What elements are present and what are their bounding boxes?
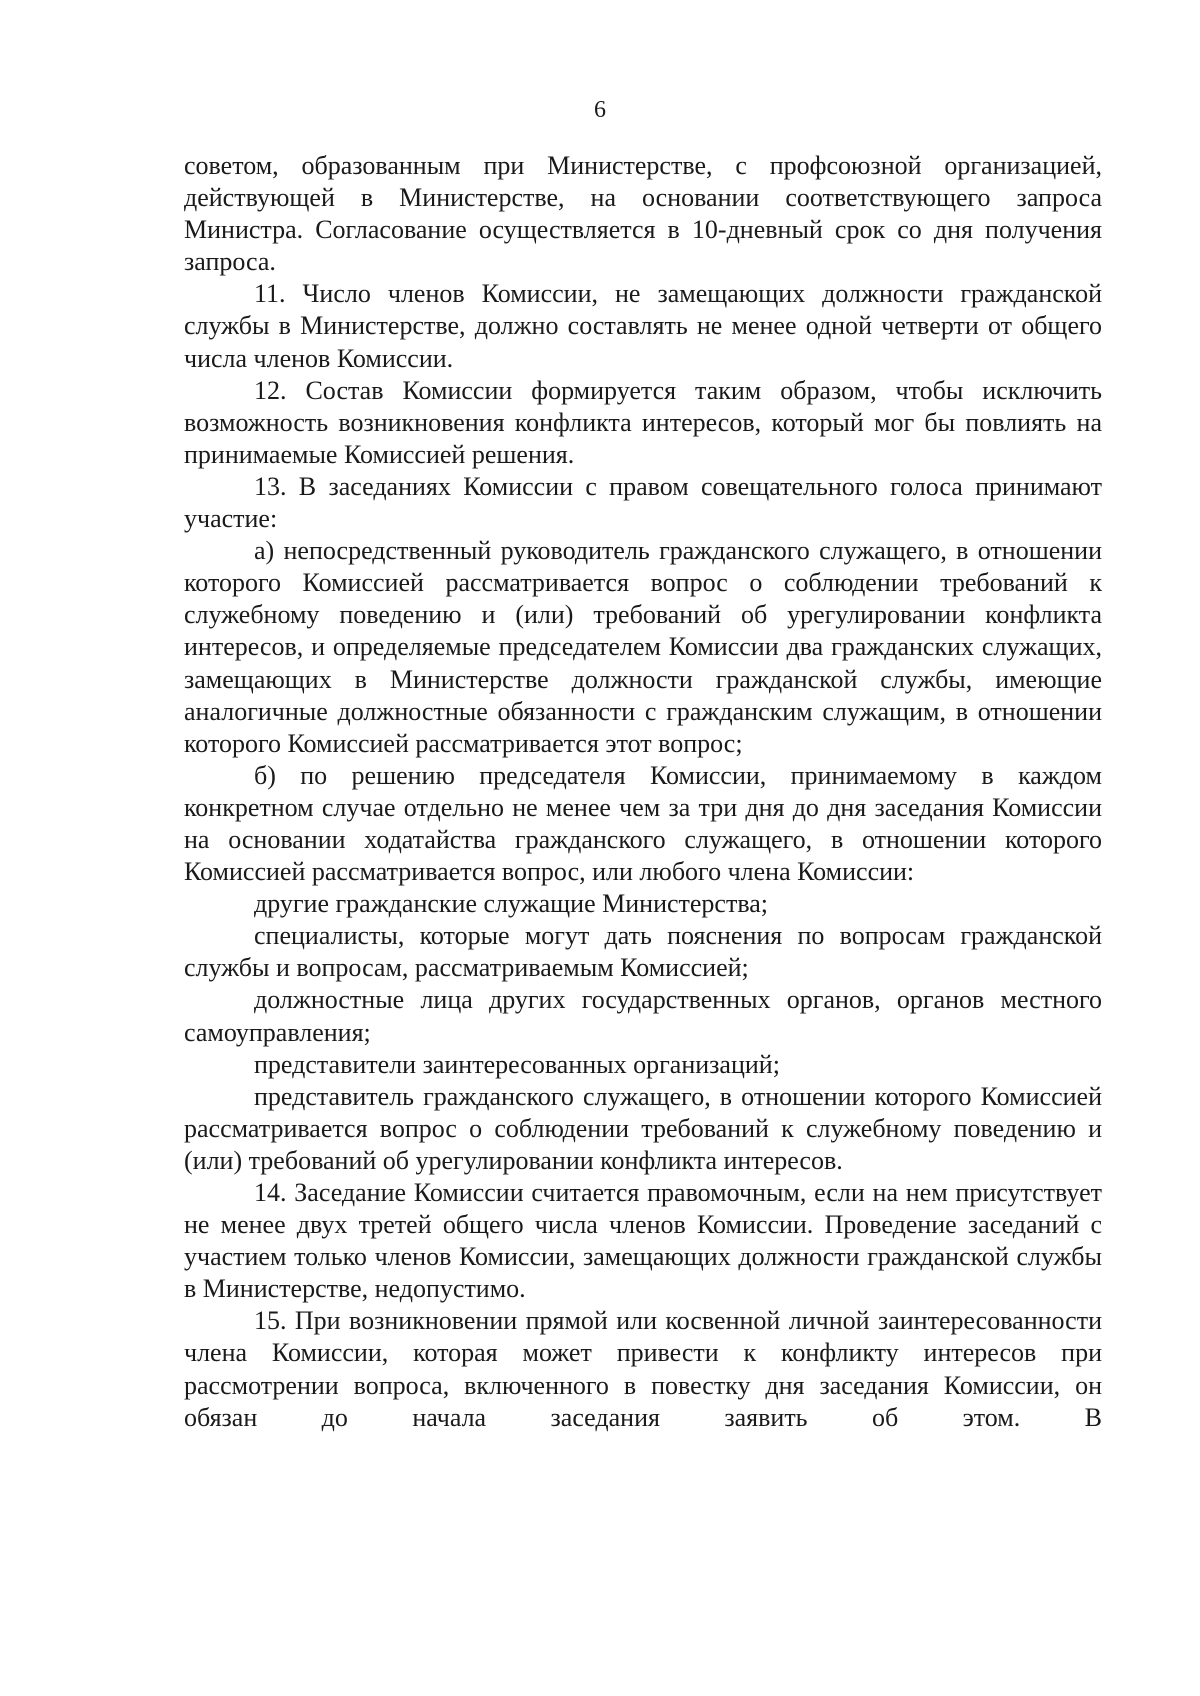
page-number: 6 [594, 97, 606, 123]
paragraph-subitem-a: а) непосредственный руководитель гражданского служащего, в отношении которого Комиссией рассматривается вопрос о соблюдении требований к служебному поведению и (или) требований об урегулировании конфликта интересов, и определяемые председателем Комиссии два гражданских служащих, замещающих в Министерстве должности гражданской службы, имеющие аналогичные должностные обязанности с гражданским служащим, в отношении которого Комиссией рассматривается этот вопрос; [184, 536, 1102, 758]
list-item-civil-servants: другие гражданские служащие Министерства; [254, 889, 769, 919]
list-item-specialists: специалисты, которые могут дать пояснения по вопросам гражданской службы и вопросам, рассматриваемым Комиссией; [184, 921, 1102, 983]
paragraph-item-13: 13. В заседаниях Комиссии с правом совещательного голоса принимают участие: [184, 471, 1102, 534]
list-item-representative: представитель гражданского служащего, в отношении которого Комиссией рассматривается вопрос о соблюдении требований к служебному поведению и (или) требований об урегулировании конфликта интересов. [184, 1081, 1102, 1175]
document-body [184, 150, 1102, 1434]
paragraph-continuation: советом, образованным при Министерстве, с профсоюзной организацией, действующей в Министерстве, на основании соответствующего запроса Министра. Согласование осуществляется в 10-дневный срок со дня получения запроса. [184, 151, 1102, 277]
paragraph-item-12: 12. Состав Комиссии формируется таким образом, чтобы исключить возможность возникновения конфликта интересов, который мог бы повлиять на принимаемые Комиссией решения. [184, 375, 1102, 469]
paragraph-item-11: 11. Число членов Комиссии, не замещающих должности гражданской службы в Министерстве, должно составлять не менее одной четверти от общего числа членов Комиссии. [184, 279, 1102, 373]
paragraph-item-15: 15. При возникновении прямой или косвенной личной заинтересованности члена Комиссии, которая может привести к конфликту интересов при рассмотрении вопроса, включенного в повестку дня заседания Комиссии, он обязан до начала заседания заявить об этом. В [184, 1306, 1102, 1432]
list-item-officials: должностные лица других государственных органов, органов местного самоуправления; [184, 985, 1102, 1047]
paragraph-item-14: 14. Заседание Комиссии считается правомочным, если на нем присутствует не менее двух третей общего числа членов Комиссии. Проведение заседаний с участием только членов Комиссии, замещающих должности гражданской службы в Министерстве, недопустимо. [184, 1178, 1102, 1304]
list-item-organizations: представители заинтересованных организаций; [254, 1049, 780, 1079]
paragraph-subitem-b: б) по решению председателя Комиссии, принимаемому в каждом конкретном случае отдельно не менее чем за три дня до дня заседания Комиссии на основании ходатайства гражданского служащего, в отношении которого Комиссией рассматривается вопрос, или любого члена Комиссии: [184, 760, 1102, 887]
